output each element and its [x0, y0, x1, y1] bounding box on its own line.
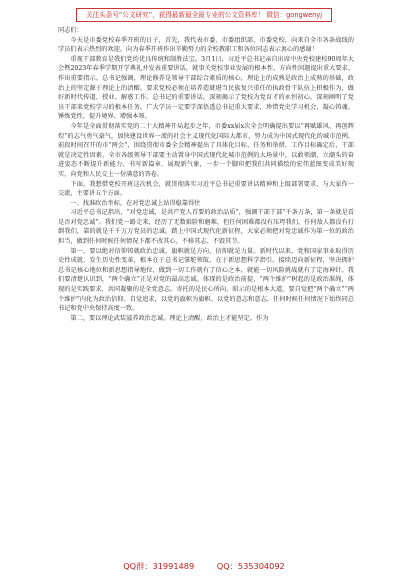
section-heading-1: 一、找准政治坐标，在对党忠诚上站得稳靠得住	[70, 199, 201, 207]
document-body	[58, 26, 354, 323]
footer-contact	[0, 561, 408, 572]
paragraph-opening: 今天是市委党校春季开班的日子，首先，我代表市委、市委组织部、市委党校，向来自全市各条战线的学员们表示热烈的欢迎，向为春季开班作出辛勤努力的全校教职工和各位同志表示衷心的感谢！	[58, 36, 354, 54]
paragraph-point-1: 第一，要以绝对信仰铸就政治忠诚。旗帜就是方向，信仰就是力量。新时代以来，党和国家事业取得历史性成就、发生历史性变革，根本在于总书记掌舵领航、在于新思想科学指引。接续迈向新征程，坚决拥护总书记核心地位和新思想指导地位，做到一切工作就有了信心之本，就能一切风险挑战就有了定海神针。我们要清楚认识到，“两个确立”正是对党的最高忠诚。体现的是政治前提，“两个维护”树起的是政治准绳，体现的是实践要求，共同凝聚的是全党意志。寄托的是民心所向，昭示的是根本大道，要自觉把“两个确立”“两个维护”内化为政治信仰、自觉追求，以党的旗帜为旗帜、以党的意志和意志，任何时候任何情况下始终同总书记和党中央保持高度一致。	[58, 247, 354, 313]
paragraph-education-tradition: 重视干部教育是我们党的优良传统和制胜法宝。3月1日，习近平总书记亲自出席中央党校建校90周年大会暨2023年春季学期开学典礼并发表重要讲话，就事关党校事业发展的根本性、方向性问题提出重大要求、作出重要指示。总书记强调，理论修养是领导干部综合素质的核心，理论上的成熟是政治上成熟的基础，政治上的坚定源于理论上的清醒。要求党校必须在培养造就堪当民族复兴重任的执政骨干队伍上积极作为，做好新时代传道、授业、解惑工作。总书记的重要讲话，深刻揭示了党校为党育才的永恒初心，深刻阐明了党员干部来党校学习的根本任务。广大学员一定要学深悟透总书记重大要求，珍惜党史学习机会，凝心铸魂、锤炼党性，提升境界、增强本领。	[58, 55, 354, 121]
paragraph-outline: 下面，我想借党校开班这次机会，就贯彻落实习近平总书记重要讲话精神和上级部署要求，与大家作一交流，主要讲五个方面。	[58, 180, 354, 198]
paragraph-year-goals: 今年是全面贯彻落实党的二十大精神开局起步之年，市委xx届x次全会明确提出要以“再赋雄风、再创辉煌”的志气勇气豪气，加快建设世界一流的社会主义现代化国际大都市，努力成为中国式现代化的城市范例。前段时间召开的市“两会”，围绕贯彻市委全会精神提出了具体化目标、任务和举措，工作目标确定后，干部就是决定性因素。全市各级领导干部要主动置身中国式现代化城市范例的大场景中，以敢领潮、立潮头的奋进姿态不断提升新能力、书写新篇章、展现新气象，一步一个脚印把我们共同描绘的宏伟蓝图变成美好现实，向党和人民交上一份满意的答卷。	[58, 122, 354, 178]
paragraph-loyalty: 习近平总书记指出，“对党忠诚，是共产党人首要的政治品质”，强调干部干部“千条万条，第一条就是看是否对党忠诚”。我们党一路走来，经历了无数艰险和磨难，但任何困难都没有压垮我们，任何敌人都没有打倒我们，靠的就是千千万万党员的忠诚。踏上中国式现代化新征程，大家必须把对党忠诚作为第一位的政治担当，做到任何时候任何情况下都不改其心、不移其志、不毁其节。	[58, 209, 354, 246]
salutation: 同志们：	[58, 27, 83, 34]
qq-label: QQ：535304092	[216, 561, 285, 571]
paragraph-point-2: 第二，要以理论武装滋养政治忠诚。理论上清醒，政治上才能坚定。作为	[70, 314, 269, 322]
header-banner: 关注头条号“公文研究”，获得最新最全最专业的公文资料库！ 微信：gongwenyj	[76, 8, 332, 22]
qq-group-label: QQ群：31991489	[123, 561, 195, 571]
